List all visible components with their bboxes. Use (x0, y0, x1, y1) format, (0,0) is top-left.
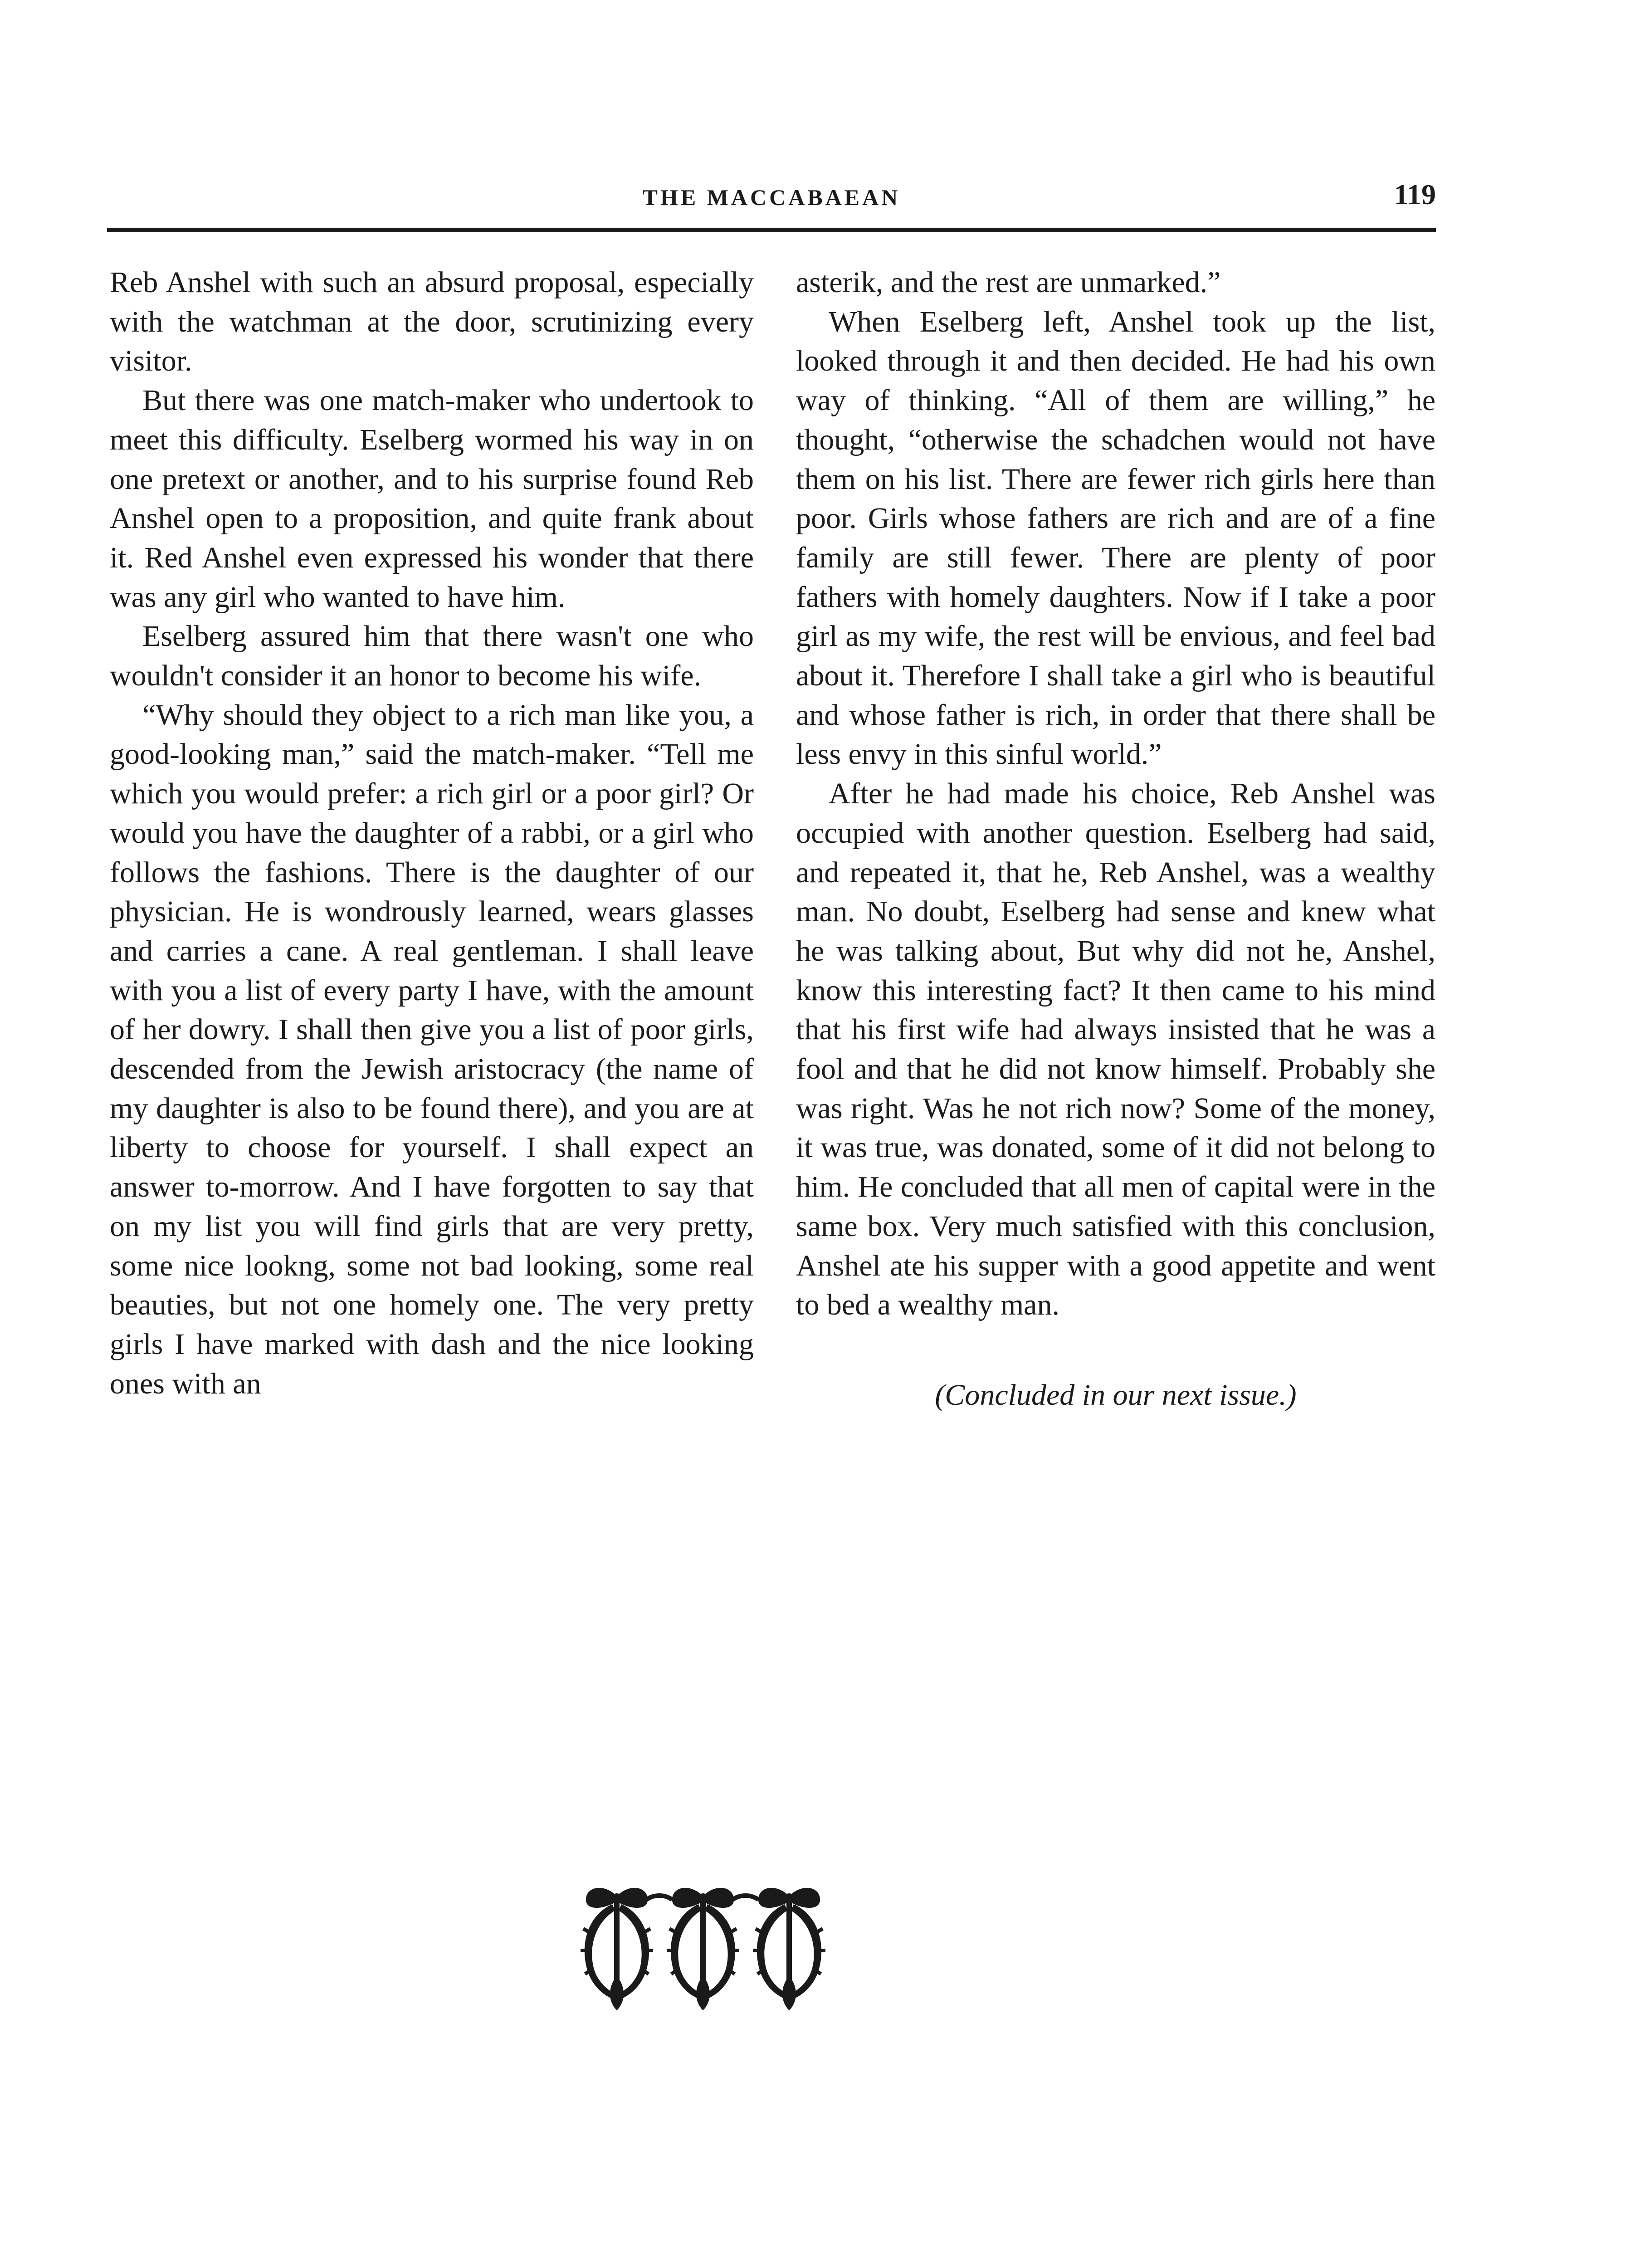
paragraph: asterik, and the rest are unmarked.” (796, 266, 1221, 299)
left-column (110, 263, 754, 1403)
paragraph: Eselberg assured him that there wasn't one who wouldn't consider it an honor to become his wife. (110, 620, 754, 693)
page-number: 119 (1394, 178, 1436, 210)
paragraph: Reb Anshel with such an absurd proposal, especially with the watchman at the door, scrutinizing every visitor. (110, 266, 754, 378)
paragraph: After he had made his choice, Reb Anshel was occupied with another question. Eselberg had said, and repeated it, that he, Reb Anshel, was a wealthy man. No doubt, Eselberg had sense and knew what he was talking about, But why did not he, Anshel, know this interesting fact? It then came to his mind that his first wife had always insisted that he was a fool and that he did not know himself. Probably she was right. Was he not rich now? Some of the money, it was true, was donated, some of it did not belong to him. He concluded that all men of capital were in the same box. Very much satisfied with this conclusion, Anshel ate his supper with a good appetite and went to bed a wealthy man. (796, 777, 1435, 1322)
paragraph: “Why should they object to a rich man like you, a good-looking man,” said the match-maker. “Tell me which you would prefer: a rich girl or a poor girl? Or would you have the daughter of a rabbi, or a girl who follows the fashions. There is the daughter of our physician. He is wondrously learned, wears glasses and carries a cane. A real gentleman. I shall leave with you a list of every party I have, with the amount of her dowry. I shall then give you a list of poor girls, descended from the Jewish aristocracy (the name of my daughter is also to be found there), and you are at liberty to choose for yourself. I shall expect an answer to-morrow. And I have forgotten to say that on my list you will find girls that are very pretty, some nice lookng, some not bad looking, some real beauties, but not one homely one. The very pretty girls I have marked with dash and the nice looking ones with an (110, 698, 754, 1400)
running-title: THE MACCABAEAN (642, 185, 901, 210)
wreath-ornament-icon (576, 1882, 830, 2019)
right-column (796, 263, 1435, 1415)
paragraph: When Eselberg left, Anshel took up the list, looked through it and then decided. He had his own way of thinking. “All of them are willing,” he thought, “otherwise the schadchen would not have them on his list. There are fewer rich girls here than poor. Girls whose fathers are rich and are of a fine family are still fewer. There are plenty of poor fathers with homely daughters. Now if I take a poor girl as my wife, the rest will be envious, and feel bad about it. Therefore I shall take a girl who is beautiful and whose father is rich, in order that there shall be less envy in this sinful world.” (796, 305, 1435, 771)
paragraph: But there was one match-maker who undertook to meet this difficulty. Eselberg wormed his way in on one pretext or another, and to his surprise found Reb Anshel open to a proposition, and quite frank about it. Red Anshel even expressed his wonder that there was any girl who wanted to have him. (110, 384, 754, 614)
page-header (107, 178, 1436, 232)
concluded-note: (Concluded in our next issue.) (935, 1378, 1297, 1412)
